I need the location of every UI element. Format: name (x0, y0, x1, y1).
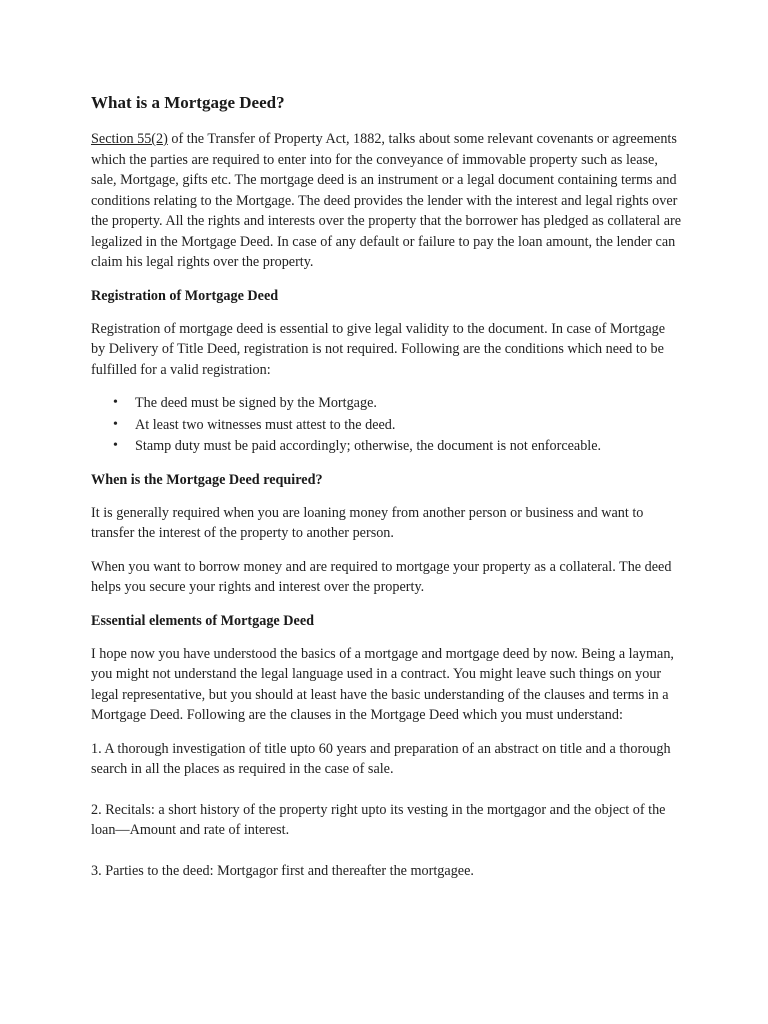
list-item (113, 415, 682, 436)
list-item-text: The deed must be signed by the Mortgage. (135, 395, 377, 411)
essential-elements-paragraph: I hope now you have understood the basics of a mortgage and mortgage deed by now. Being a layman, you might not understand the legal language used in a contract. You might leave such things on your legal representative, but you should at least have the basic understanding of the clauses and terms in a Mortgage Deed. Following are the clauses in the Mortgage Deed which you must understand: (91, 645, 674, 723)
page-title: What is a Mortgage Deed? (91, 93, 285, 112)
when-required-paragraph-1: It is generally required when you are loaning money from another person or business and want to transfer the interest of the property to another person. (91, 504, 644, 541)
when-required-paragraph-2: When you want to borrow money and are required to mortgage your property as a collateral. The deed helps you secure your rights and interest over the property. (91, 558, 672, 595)
clause-item: 1. A thorough investigation of title upto 60 years and preparation of an abstract on title and a thorough search in all the places as required in the case of sale. (91, 740, 671, 777)
list-item (113, 436, 682, 457)
list-item (113, 393, 682, 414)
registration-paragraph: Registration of mortgage deed is essential to give legal validity to the document. In case of Mortgage by Delivery of Title Deed, registration is not required. Following are the conditions which need to be fulfilled for a valid registration: (91, 320, 666, 378)
bullet-icon: • (113, 416, 118, 432)
list-item-text: At least two witnesses must attest to the deed. (135, 416, 396, 433)
bullet-icon: • (113, 438, 118, 453)
intro-paragraph (91, 129, 682, 273)
when-required-heading: When is the Mortgage Deed required? (91, 471, 323, 488)
registration-heading: Registration of Mortgage Deed (91, 287, 279, 304)
list-item-text: Stamp duty must be paid accordingly; otherwise, the document is not enforceable. (135, 438, 602, 454)
intro-text: of the Transfer of Property Act, 1882, talks about some relevant covenants or agreements which the parties are required to enter into for the conveyance of immovable property such as lease, sale, Mortgage, gifts etc. The mortgage deed is an instrument or a legal document containing terms and conditions relating to the Mortgage. The deed provides the lender with the interest and legal rights over the property. All the rights and interests over the property that the borrower has pledged as collateral are legalized in the Mortgage Deed. In case of any default or failure to pay the loan amount, the lender can claim his legal rights over the property. (91, 131, 682, 270)
essential-elements-heading: Essential elements of Mortgage Deed (91, 612, 315, 629)
registration-conditions-list (91, 393, 682, 457)
clause-item: 3. Parties to the deed: Mortgagor first and thereafter the mortgagee. (91, 862, 474, 879)
bullet-icon: • (113, 395, 118, 410)
clause-item: 2. Recitals: a short history of the property right upto its vesting in the mortgagor and the object of the loan—Amount and rate of interest. (91, 801, 666, 838)
section-link[interactable]: Section 55(2) (91, 131, 168, 147)
